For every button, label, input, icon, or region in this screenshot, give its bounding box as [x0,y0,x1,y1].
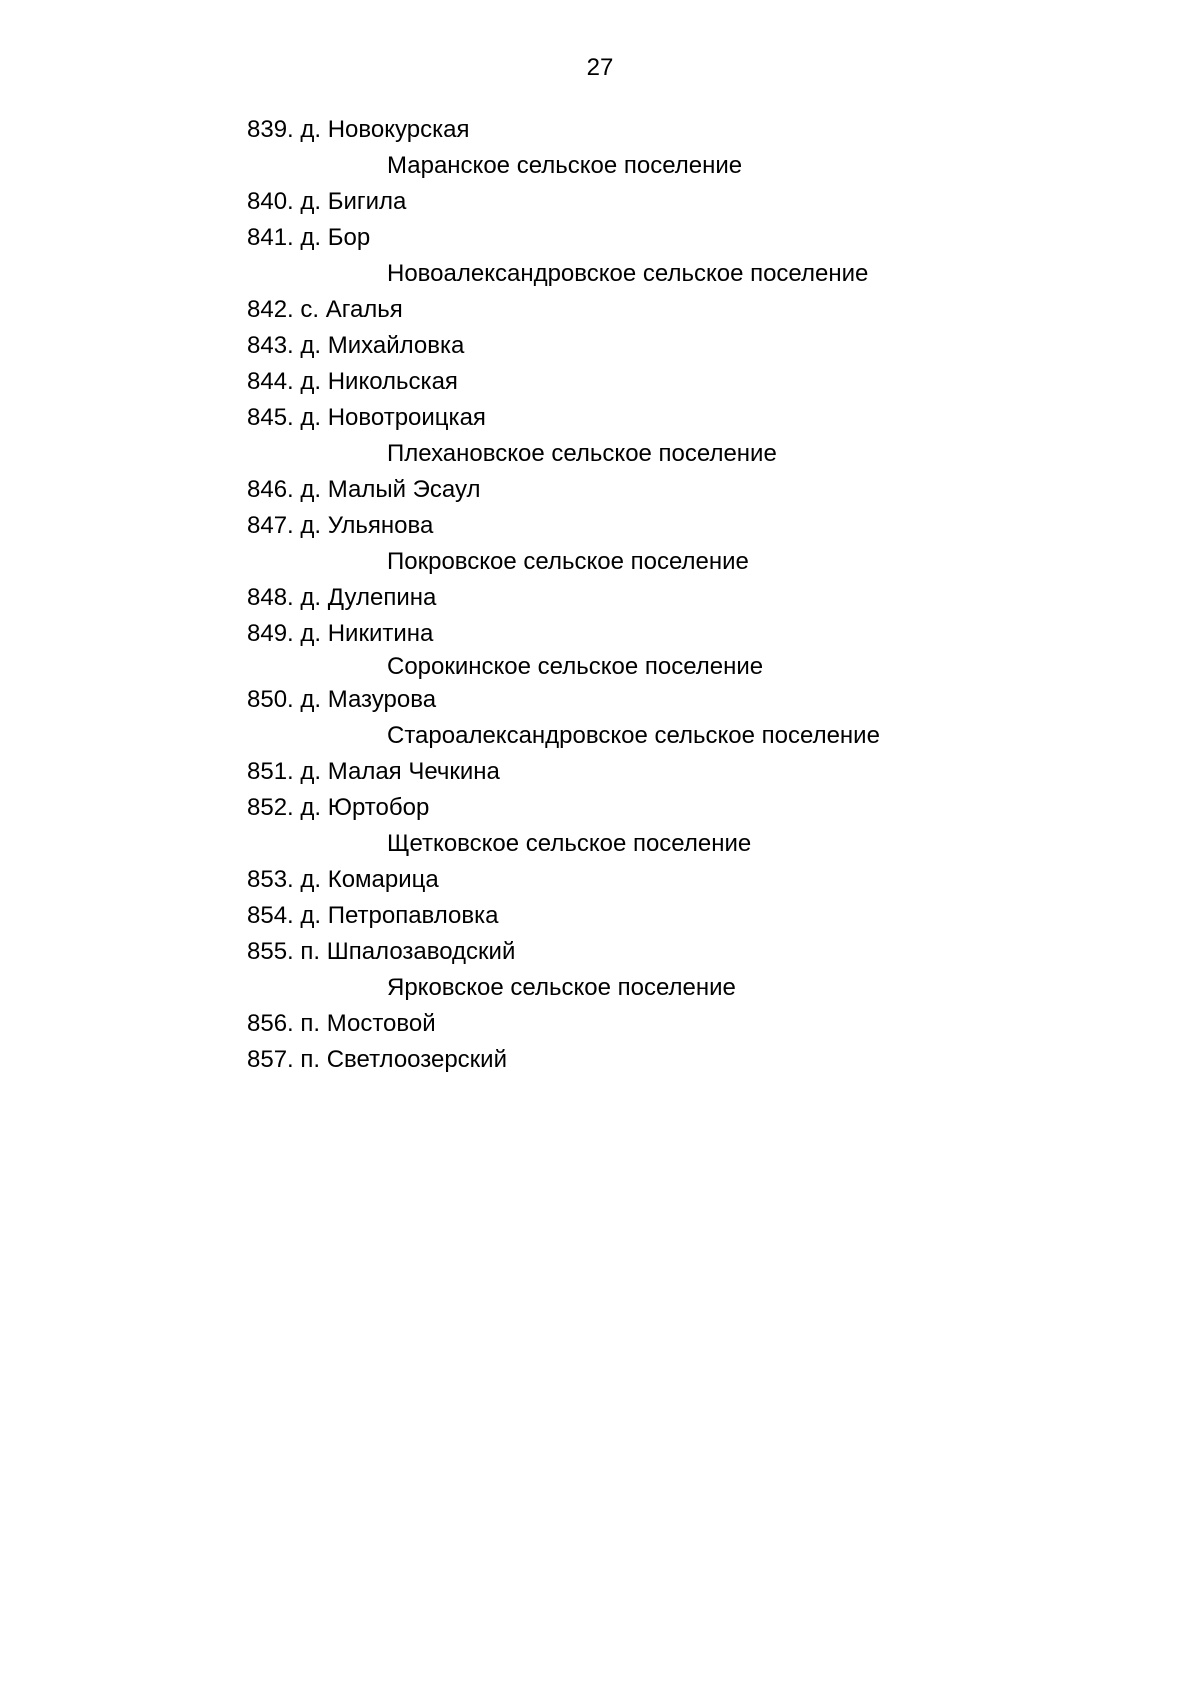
list-item: 842. с. Агалья [247,296,403,323]
list-item: 843. д. Михайловка [247,332,465,359]
list-item: 852. д. Юртобор [247,794,430,821]
section-heading: Ярковское сельское поселение [387,974,736,1001]
list-item: 850. д. Мазурова [247,686,437,713]
page-number: 27 [586,54,614,81]
list-item: 840. д. Бигила [247,188,407,215]
section-heading: Новоалександровское сельское поселение [387,260,869,287]
section-heading: Староалександровское сельское поселение [387,722,880,749]
list-item: 846. д. Малый Эсаул [247,476,481,503]
section-heading: Маранское сельское поселение [387,152,743,179]
list-item: 853. д. Комарица [247,866,439,893]
list-item: 847. д. Ульянова [247,512,434,539]
list-item: 844. д. Никольская [247,368,458,395]
section-heading: Покровское сельское поселение [387,548,749,575]
list-item: 857. п. Светлоозерский [247,1046,507,1073]
list-item: 841. д. Бор [247,224,371,251]
list-item: 839. д. Новокурская [247,116,470,143]
list-item: 854. д. Петропавловка [247,902,499,929]
section-heading: Сорокинское сельское поселение [387,653,764,680]
list-item: 855. п. Шпалозаводский [247,938,516,965]
list-item: 848. д. Дулепина [247,584,437,611]
list-item: 851. д. Малая Чечкина [247,758,500,785]
list-item: 845. д. Новотроицкая [247,404,486,431]
list-item: 856. п. Мостовой [247,1010,436,1037]
list-item: 849. д. Никитина [247,620,434,647]
section-heading: Щетковское сельское поселение [387,830,752,857]
settlement-list [247,112,1047,1078]
section-heading: Плехановское сельское поселение [387,440,777,467]
